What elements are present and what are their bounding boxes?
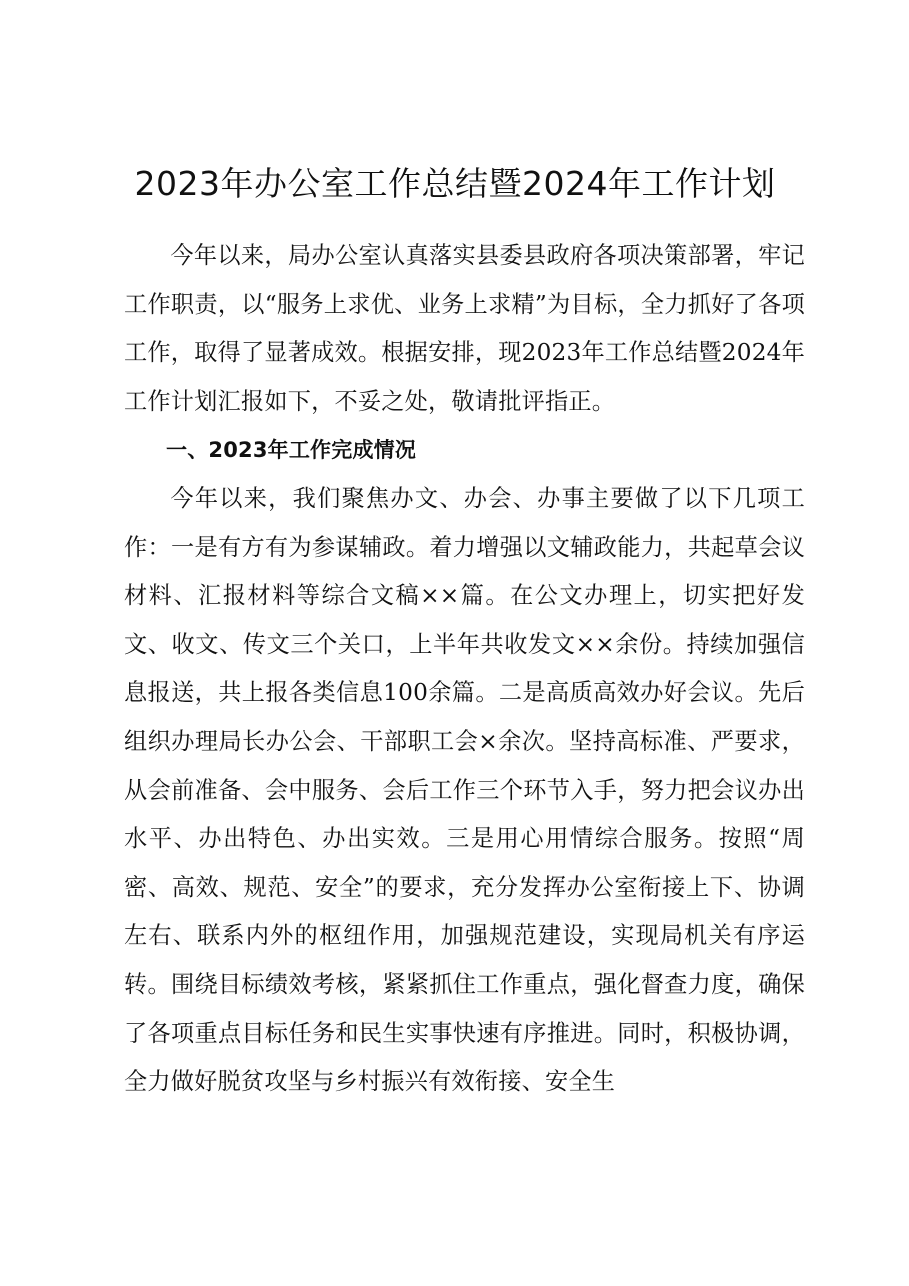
- document-title: 2023年办公室工作总结暨2024年工作计划: [134, 164, 776, 203]
- section-heading: 一、2023年工作完成情况: [166, 438, 417, 463]
- section-paragraph: 今年以来，我们聚焦办文、办会、办事主要做了以下几项工作：一是有方有为参谋辅政。着力增强以文辅政能力，共起草会议材料、汇报材料等综合文稿××篇。在公文办理上，切实把好发文、收文、传文三个关口，上半年共收发文××余份。持续加强信息报送，共上报各类信息100余篇。二是高质高效办好会议。先后组织办理局长办公会、干部职工会×余次。坚持高标准、严要求，从会前准备、会中服务、会后工作三个环节入手，努力把会议办出水平、办出特色、办出实效。三是用心用情综合服务。按照“周密、高效、规范、安全”的要求，充分发挥办公室衔接上下、协调左右、联系内外的枢纽作用，加强规范建设，实现局机关有序运转。围绕目标绩效考核，紧紧抓住工作重点，强化督查力度，确保了各项重点目标任务和民生实事快速有序推进。同时，积极协调，全力做好脱贫攻坚与乡村振兴有效衔接、安全生: [124, 484, 805, 1096]
- document-body: [124, 232, 805, 1107]
- intro-paragraph: 今年以来，局办公室认真落实县委县政府各项决策部署，牢记工作职责，以“服务上求优、业务上求精”为目标，全力抓好了各项工作，取得了显著成效。根据安排，现2023年工作总结暨2024年工作计划汇报如下，不妥之处，敬请批评指正。: [124, 242, 805, 415]
